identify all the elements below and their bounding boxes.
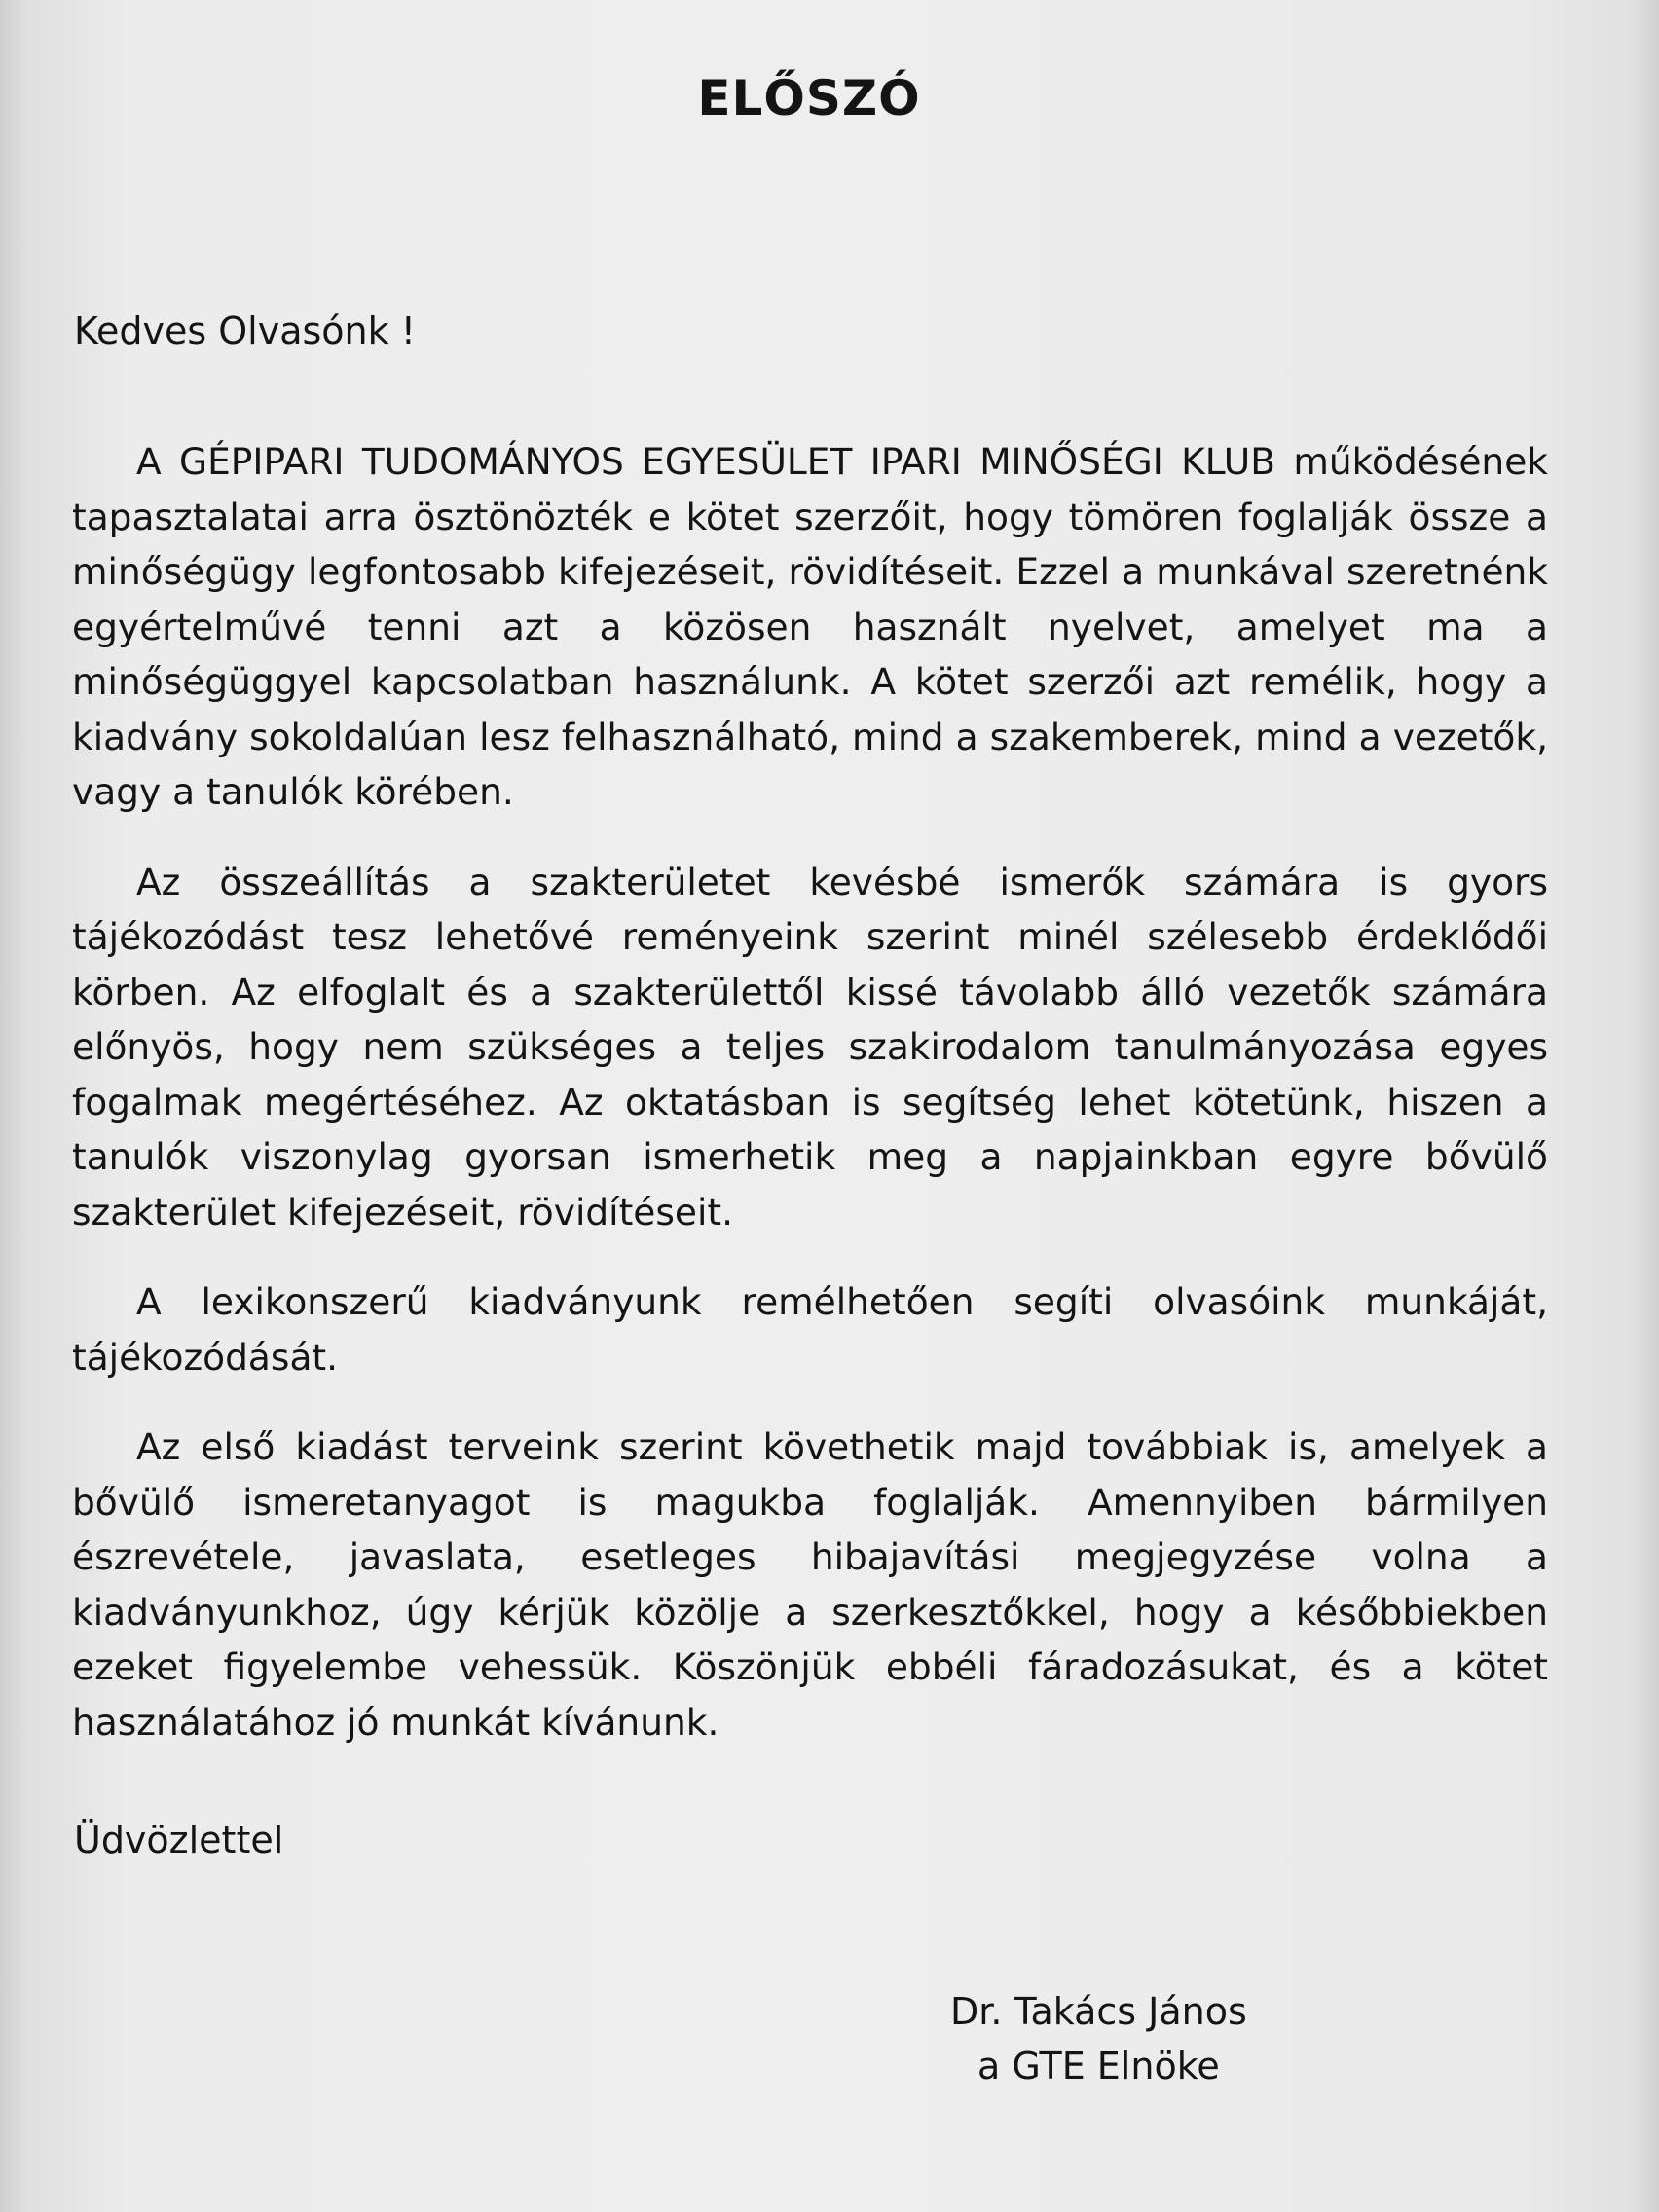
- signature-block: [950, 1984, 1247, 2093]
- paragraph: Az összeállítás a szakterületet kevésbé ismerők számára is gyors tájékozódást tesz lehetővé reményeink szerint minél szélesebb érdeklődői körben. Az elfoglalt és a szakterülettől kissé távolabb álló vezetők számára előnyös, hogy nem szükséges a teljes szakirodalom tanulmányozása egyes fogalmak megértéséhez. Az oktatásban is segítség lehet kötetünk, hiszen a tanulók viszonylag gyorsan ismerhetik meg a napjainkban egyre bővülő szakterület kifejezéseit, rövidítéseit.: [72, 860, 1548, 1234]
- salutation: Kedves Olvasónk !: [74, 310, 416, 352]
- page-edge-shadow-right: [1630, 0, 1659, 2212]
- paragraph: Az első kiadást terveink szerint követhetik majd továbbiak is, amelyek a bővülő ismeretanyagot is magukba foglalják. Amennyiben bármilyen észrevétele, javaslata, esetleges hibajavítási megjegyzése volna a kiadványunkhoz, úgy kérjük közölje a szerkesztőkkel, hogy a későbbiekben ezeket figyelembe vehessük. Köszönjük ebbéli fáradozásukat, és a kötet használatához jó munkát kívánunk.: [72, 1425, 1548, 1744]
- closing: Üdvözlettel: [74, 1819, 284, 1862]
- paragraph: A lexikonszerű kiadványunk remélhetően segíti olvasóink munkáját, tájékozódását.: [72, 1280, 1548, 1379]
- signature-position: a GTE Elnöke: [977, 2045, 1220, 2087]
- paragraph: A GÉPIPARI TUDOMÁNYOS EGYESÜLET IPARI MINŐSÉGI KLUB működésének tapasztalatai arra ösztönözték e kötet szerzőit, hogy tömören foglalják össze a minőségügy legfontosabb kifejezéseit, rövidítéseit. Ezzel a munkával szeretnénk egyértelművé tenni azt a közösen használt nyelvet, amelyet ma a minőségüggyel kapcsolatban használunk. A kötet szerzői azt remélik, hogy a kiadvány sokoldalúan lesz felhasználható, mind a szakemberek, mind a vezetők, vagy a tanulók körében.: [72, 440, 1548, 813]
- signature-name: Dr. Takács János: [950, 1990, 1247, 2033]
- page-edge-shadow-left: [0, 0, 29, 2212]
- body-text: [72, 434, 1548, 1785]
- page-title: ELŐSZÓ: [697, 70, 921, 127]
